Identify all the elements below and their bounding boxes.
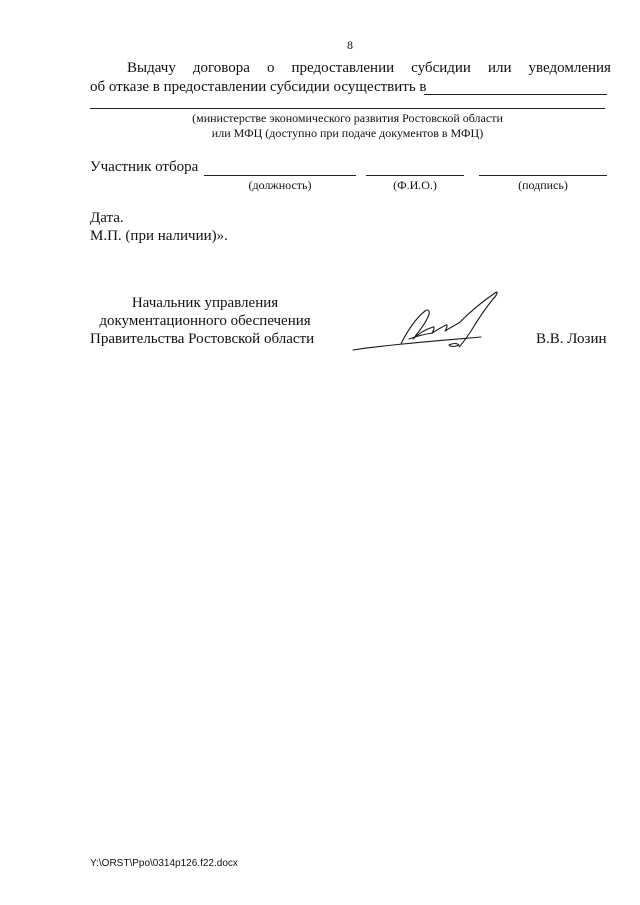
signatory-title-line-3: Правительства Ростовской области <box>90 331 315 347</box>
caption-name: (Ф.И.О.) <box>393 178 437 192</box>
issuance-word: договора <box>192 60 250 76</box>
participant-name-blank <box>366 175 464 176</box>
stamp-label: М.П. (при наличии)». <box>90 228 228 244</box>
issuance-line-1 <box>90 60 611 77</box>
participant-signature-blank <box>479 175 607 176</box>
issuance-word: предоставлении <box>291 60 395 76</box>
issuance-line-2: об отказе в предоставлении субсидии осуществить в <box>90 79 427 95</box>
issuance-blank-1 <box>424 94 607 95</box>
issuance-word: о <box>266 60 275 76</box>
caption-position: (должность) <box>248 178 312 192</box>
issuance-blank-2 <box>90 108 605 109</box>
issuance-word: уведомления <box>528 60 611 76</box>
caption-signature: (подпись) <box>518 178 568 192</box>
issuance-note-line-1: (министерстве экономического развития Ростовской области <box>192 111 503 125</box>
issuance-note-line-2: или МФЦ (доступно при подаче документов в МФЦ) <box>211 126 484 140</box>
signatory-title-line-2: документационного обеспечения <box>99 313 311 329</box>
date-label: Дата. <box>90 210 124 226</box>
handwritten-signature <box>345 287 505 359</box>
signatory-title-line-1: Начальник управления <box>131 295 279 311</box>
page-number: 8 <box>347 38 353 52</box>
issuance-word: Выдачу <box>127 60 176 76</box>
participant-position-blank <box>204 175 356 176</box>
signatory-name: В.В. Лозин <box>536 331 607 347</box>
participant-label: Участник отбора <box>90 159 199 175</box>
issuance-word: субсидии <box>411 60 471 76</box>
issuance-word: или <box>487 60 512 76</box>
footer-file-path: Y:\ORST\Ppo\0314p126.f22.docx <box>90 858 238 869</box>
